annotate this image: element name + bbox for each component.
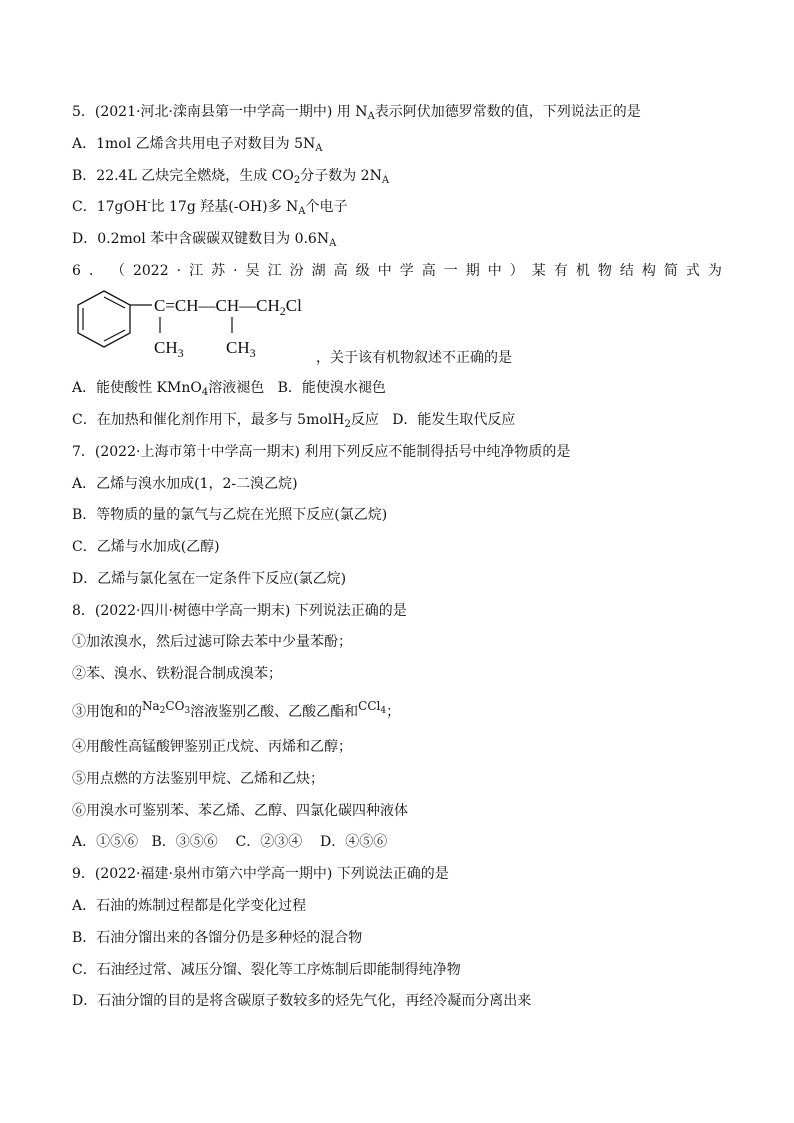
q6-stem-char: 简 [663,263,678,279]
q8-statement-4: ④用酸性高锰酸钾鉴别正戊烷、丙烯和乙醇； [72,739,352,755]
q6-stem-char: 2022 [132,263,169,279]
q9-option-b: B．石油分馏出来的各馏分仍是多种烃的混合物 [72,930,363,946]
q7-stem: 7．(2022·上海市第十中学高一期末) 利用下列反应不能制得括号中纯净物质的是 [72,444,571,460]
q6-stem-char: ） [509,263,524,279]
q6-stem-char: 中 [377,263,392,279]
q6-cd-text-end: 反应 D．能发生取代反应 [350,412,516,428]
q8-statement-3 [72,699,401,721]
benzene-inner-bond-2 [104,330,125,341]
carbon-tetrachloride-formula: CCl$_4$ [358,699,387,716]
q6-stem [72,262,722,280]
q6-stem-char: 学 [399,263,414,279]
q5-stem-text-end: 表示阿伏加德罗常数的值，下列说法正的是 [374,104,641,120]
q6-options-cd [72,411,515,429]
q8-statement-1: ①加浓溴水，然后过滤可除去苯中少量苯酚； [72,634,352,650]
q5-b-sub2: A [381,175,390,186]
q6-ab-text: A．能使酸性 KMnO [72,380,202,396]
q5-stem-text: 5．(2021·河北·滦南县第一中学高一期中) 用 N [72,104,368,120]
q5-stem [72,103,641,121]
q6-stem-char: （ [110,263,125,279]
sodium-carbonate-formula: $Na_2CO_3$ [142,699,191,716]
q5-c-sup: - [147,197,151,209]
q6-ab-sub: 4 [201,387,209,398]
methyl-group-right: $CH_3$ [226,338,256,359]
q5-a-text: A．1mol 乙烯含共用电子对数目为 5N [72,136,316,152]
q6-stem-char: 吴 [245,263,260,279]
q7-option-d: D．乙烯与氯化氢在一定条件下反应(氯乙烷) [72,571,347,587]
q8-s3-text-end: ； [386,704,401,720]
q9-option-d: D．石油分馏的目的是将含碳原子数较多的烃先气化，再经冷凝而分离出来 [72,993,532,1009]
q6-stem-char: 一 [443,263,458,279]
q6-stem-char: 湖 [311,263,326,279]
q6-stem-char: 江 [267,263,282,279]
q6-stem-char: 高 [333,263,348,279]
q9-option-c: C．石油经过常、减压分馏、裂化等工序炼制后即能制得纯净物 [72,962,461,978]
q8-s3-text-mid: 溶液鉴别乙酸、乙酸乙酯和 [190,704,359,720]
q6-stem-char: 物 [597,263,612,279]
q8-options: A．①⑤⑥ B．③⑤⑥ C．②③④ D．④⑤⑥ [72,834,388,850]
q6-stem-char: 高 [421,263,436,279]
q5-c-text: C．17gOH [72,199,148,215]
q8-stem: 8．(2022·四川·树德中学高一期末) 下列说法正确的是 [72,603,407,619]
q6-stem-tail: ，关于该有机物叙述不正确的是 [316,350,512,366]
q6-ab-text-end: 溶液褪色 B．能使溴水褪色 [208,380,386,396]
q6-stem-char: 机 [575,263,590,279]
q6-stem-char: · [176,263,182,279]
q5-a-sub: A [315,143,323,154]
q6-stem-char: 中 [487,263,502,279]
q8-statement-2: ②苯、溴水、铁粉混合制成溴苯； [72,666,282,682]
q6-stem-char: 期 [465,263,480,279]
q5-c-text-mid: 比 17g 羟基(-OH)多 N [150,199,299,215]
q6-stem-char: 级 [355,263,370,279]
benzene-inner-bond-1 [104,297,125,308]
q6-stem-char: 江 [189,263,204,279]
q6-stem-char: 有 [553,263,568,279]
q6-stem-char: 构 [641,263,656,279]
q5-b-text: B．22.4L 乙炔完全燃烧，生成 CO [72,168,294,184]
q8-statement-5: ⑤用点燃的方法鉴别甲烷、乙烯和乙炔； [72,771,324,787]
q5-option-b [72,167,389,185]
q5-b-text-mid: 分子数为 2N [300,168,382,184]
q5-c-text-end: 个电子 [305,199,348,215]
q8-statement-6: ⑥用溴水可鉴别苯、苯乙烯、乙醇、四氯化碳四种液体 [72,803,408,819]
q8-s3-text: ③用饱和的 [72,704,142,720]
q5-c-sub: A [298,206,306,217]
q7-option-b: B．等物质的量的氯气与乙烷在光照下反应(氯乙烷) [72,507,388,523]
q6-stem-char: 6 [72,263,81,279]
benzene-ring [78,291,130,347]
q6-options-ab [72,379,386,397]
methyl-group-left: $CH_3$ [154,338,184,359]
main-chain-formula: $C=CH—CH—CH_2Cl$ [154,296,302,318]
q6-cd-sub: 2 [344,419,351,430]
q6-stem-char: 结 [619,263,634,279]
q6-stem-char: 苏 [211,263,226,279]
q6-stem-char: 式 [685,263,700,279]
q5-option-a [72,135,323,153]
q5-option-c [72,198,348,216]
q5-option-d [72,230,336,248]
q5-b-sub1: 2 [293,175,301,186]
q5-stem-sub: A [367,111,375,122]
q6-stem-char: 某 [531,263,546,279]
q6-structure-diagram [72,289,332,359]
q5-d-text: D．0.2mol 苯中含碳碳双键数目为 0.6N [72,231,330,247]
q7-option-a: A．乙烯与溴水加成(1，2-二溴乙烷) [72,476,298,492]
q7-option-c: C．乙烯与水加成(乙醇) [72,539,220,555]
q6-stem-char: · [233,263,238,279]
q9-stem: 9．(2022·福建·泉州市第六中学高一期中) 下列说法正确的是 [72,866,449,882]
q9-option-a: A．石油的炼制过程都是化学变化过程 [72,898,307,914]
q6-cd-text: C．在加热和催化剂作用下，最多与 5molH [72,412,345,428]
q6-stem-char: 汾 [289,263,304,279]
q5-d-sub: A [329,238,337,249]
q6-stem-char: ． [88,263,103,279]
q6-stem-char: 为 [707,263,722,279]
